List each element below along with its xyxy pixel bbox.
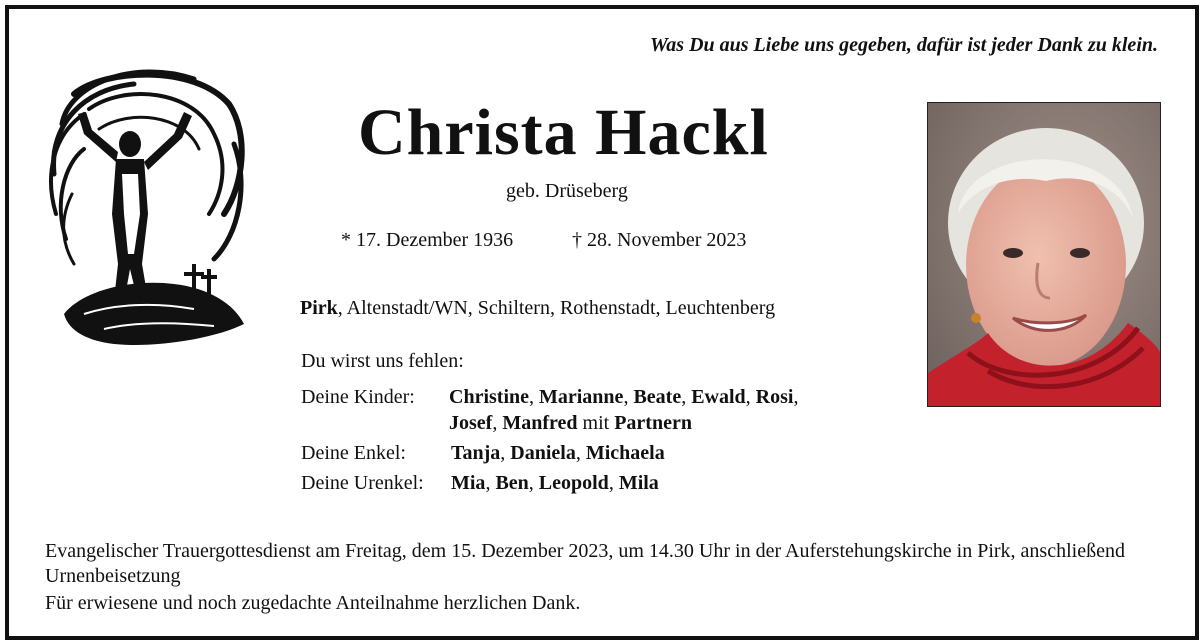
grandchildren-label: Deine Enkel:	[301, 442, 406, 464]
greatgrandchildren-line: Mia, Ben, Leopold, Mila	[451, 472, 659, 494]
child-name: Rosi	[755, 386, 794, 408]
child-name: Marianne	[539, 386, 624, 408]
greatgrandchild-name: Mila	[618, 472, 659, 494]
place-main: Pirk	[300, 297, 338, 319]
child-name: Ewald	[691, 386, 746, 408]
birth-date: * 17. Dezember 1936	[341, 229, 514, 251]
children-label: Deine Kinder:	[301, 386, 415, 408]
child-name: Josef	[449, 412, 493, 434]
partners-word: Partnern	[614, 412, 692, 434]
birth-name: geb. Drüseberg	[506, 180, 628, 202]
greatgrandchild-name: Ben	[495, 472, 529, 494]
grandchildren-line: Tanja, Daniela, Michaela	[451, 442, 665, 464]
resurrection-woodcut-logo	[44, 64, 248, 348]
deceased-name: Christa Hackl	[358, 96, 769, 169]
death-date: † 28. November 2023	[572, 229, 747, 251]
missing-text: Du wirst uns fehlen:	[301, 350, 464, 372]
child-name: Manfred	[502, 412, 578, 434]
places-rest: , Altenstadt/WN, Schiltern, Rothenstadt, Leuchtenberg	[337, 297, 776, 319]
portrait-photo	[927, 102, 1161, 407]
child-name: Christine	[449, 386, 529, 408]
with-word: mit	[582, 412, 610, 434]
children-line-1: Christine, Marianne, Beate, Ewald, Rosi,	[449, 386, 799, 408]
greatgrandchild-name: Mia	[451, 472, 486, 494]
motto: Was Du aus Liebe uns gegeben, dafür ist jeder Dank zu klein.	[649, 34, 1158, 56]
child-name: Beate	[633, 386, 682, 408]
greatgrandchild-name: Leopold	[538, 472, 609, 494]
grandchild-name: Daniela	[510, 442, 576, 464]
thanks-line: Für erwiesene und noch zugedachte Anteilnahme herzlichen Dank.	[45, 592, 581, 614]
greatgrandchildren-label: Deine Urenkel:	[301, 472, 424, 494]
places-line	[300, 297, 775, 320]
service-announcement: Evangelischer Trauergottesdienst am Freitag, dem 15. Dezember 2023, um 14.30 Uhr in der Auferstehungskirche in Pirk, anschließend Urnenbeisetzung	[45, 540, 1125, 587]
grandchild-name: Michaela	[585, 442, 665, 464]
children-line-2: Josef, Manfred mit Partnern	[449, 412, 692, 434]
grandchild-name: Tanja	[451, 442, 501, 464]
